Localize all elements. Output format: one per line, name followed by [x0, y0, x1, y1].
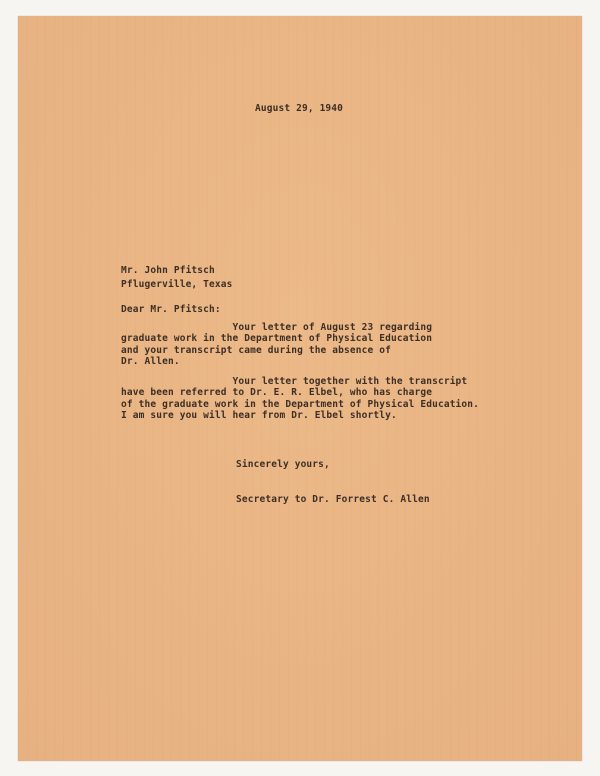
body-paragraph-2: Your letter together with the transcript have been referred to Dr. E. R. Elbel, who has charge of the graduate work in the Department of Physical Education. I am sure you will hear from Dr. Elbel shortly. — [121, 376, 480, 421]
recipient-address: Pflugerville, Texas — [121, 279, 233, 290]
signature-line: Secretary to Dr. Forrest C. Allen — [236, 494, 430, 505]
salutation: Dear Mr. Pfitsch: — [121, 304, 221, 315]
closing: Sincerely yours, — [236, 459, 330, 470]
body-paragraph-1: Your letter of August 23 regarding graduate work in the Department of Physical Education and your transcript came during the absence of Dr. Allen. — [121, 322, 433, 367]
letter-page — [18, 16, 582, 761]
recipient-name: Mr. John Pfitsch — [121, 265, 215, 276]
letter-date: August 29, 1940 — [255, 103, 344, 114]
